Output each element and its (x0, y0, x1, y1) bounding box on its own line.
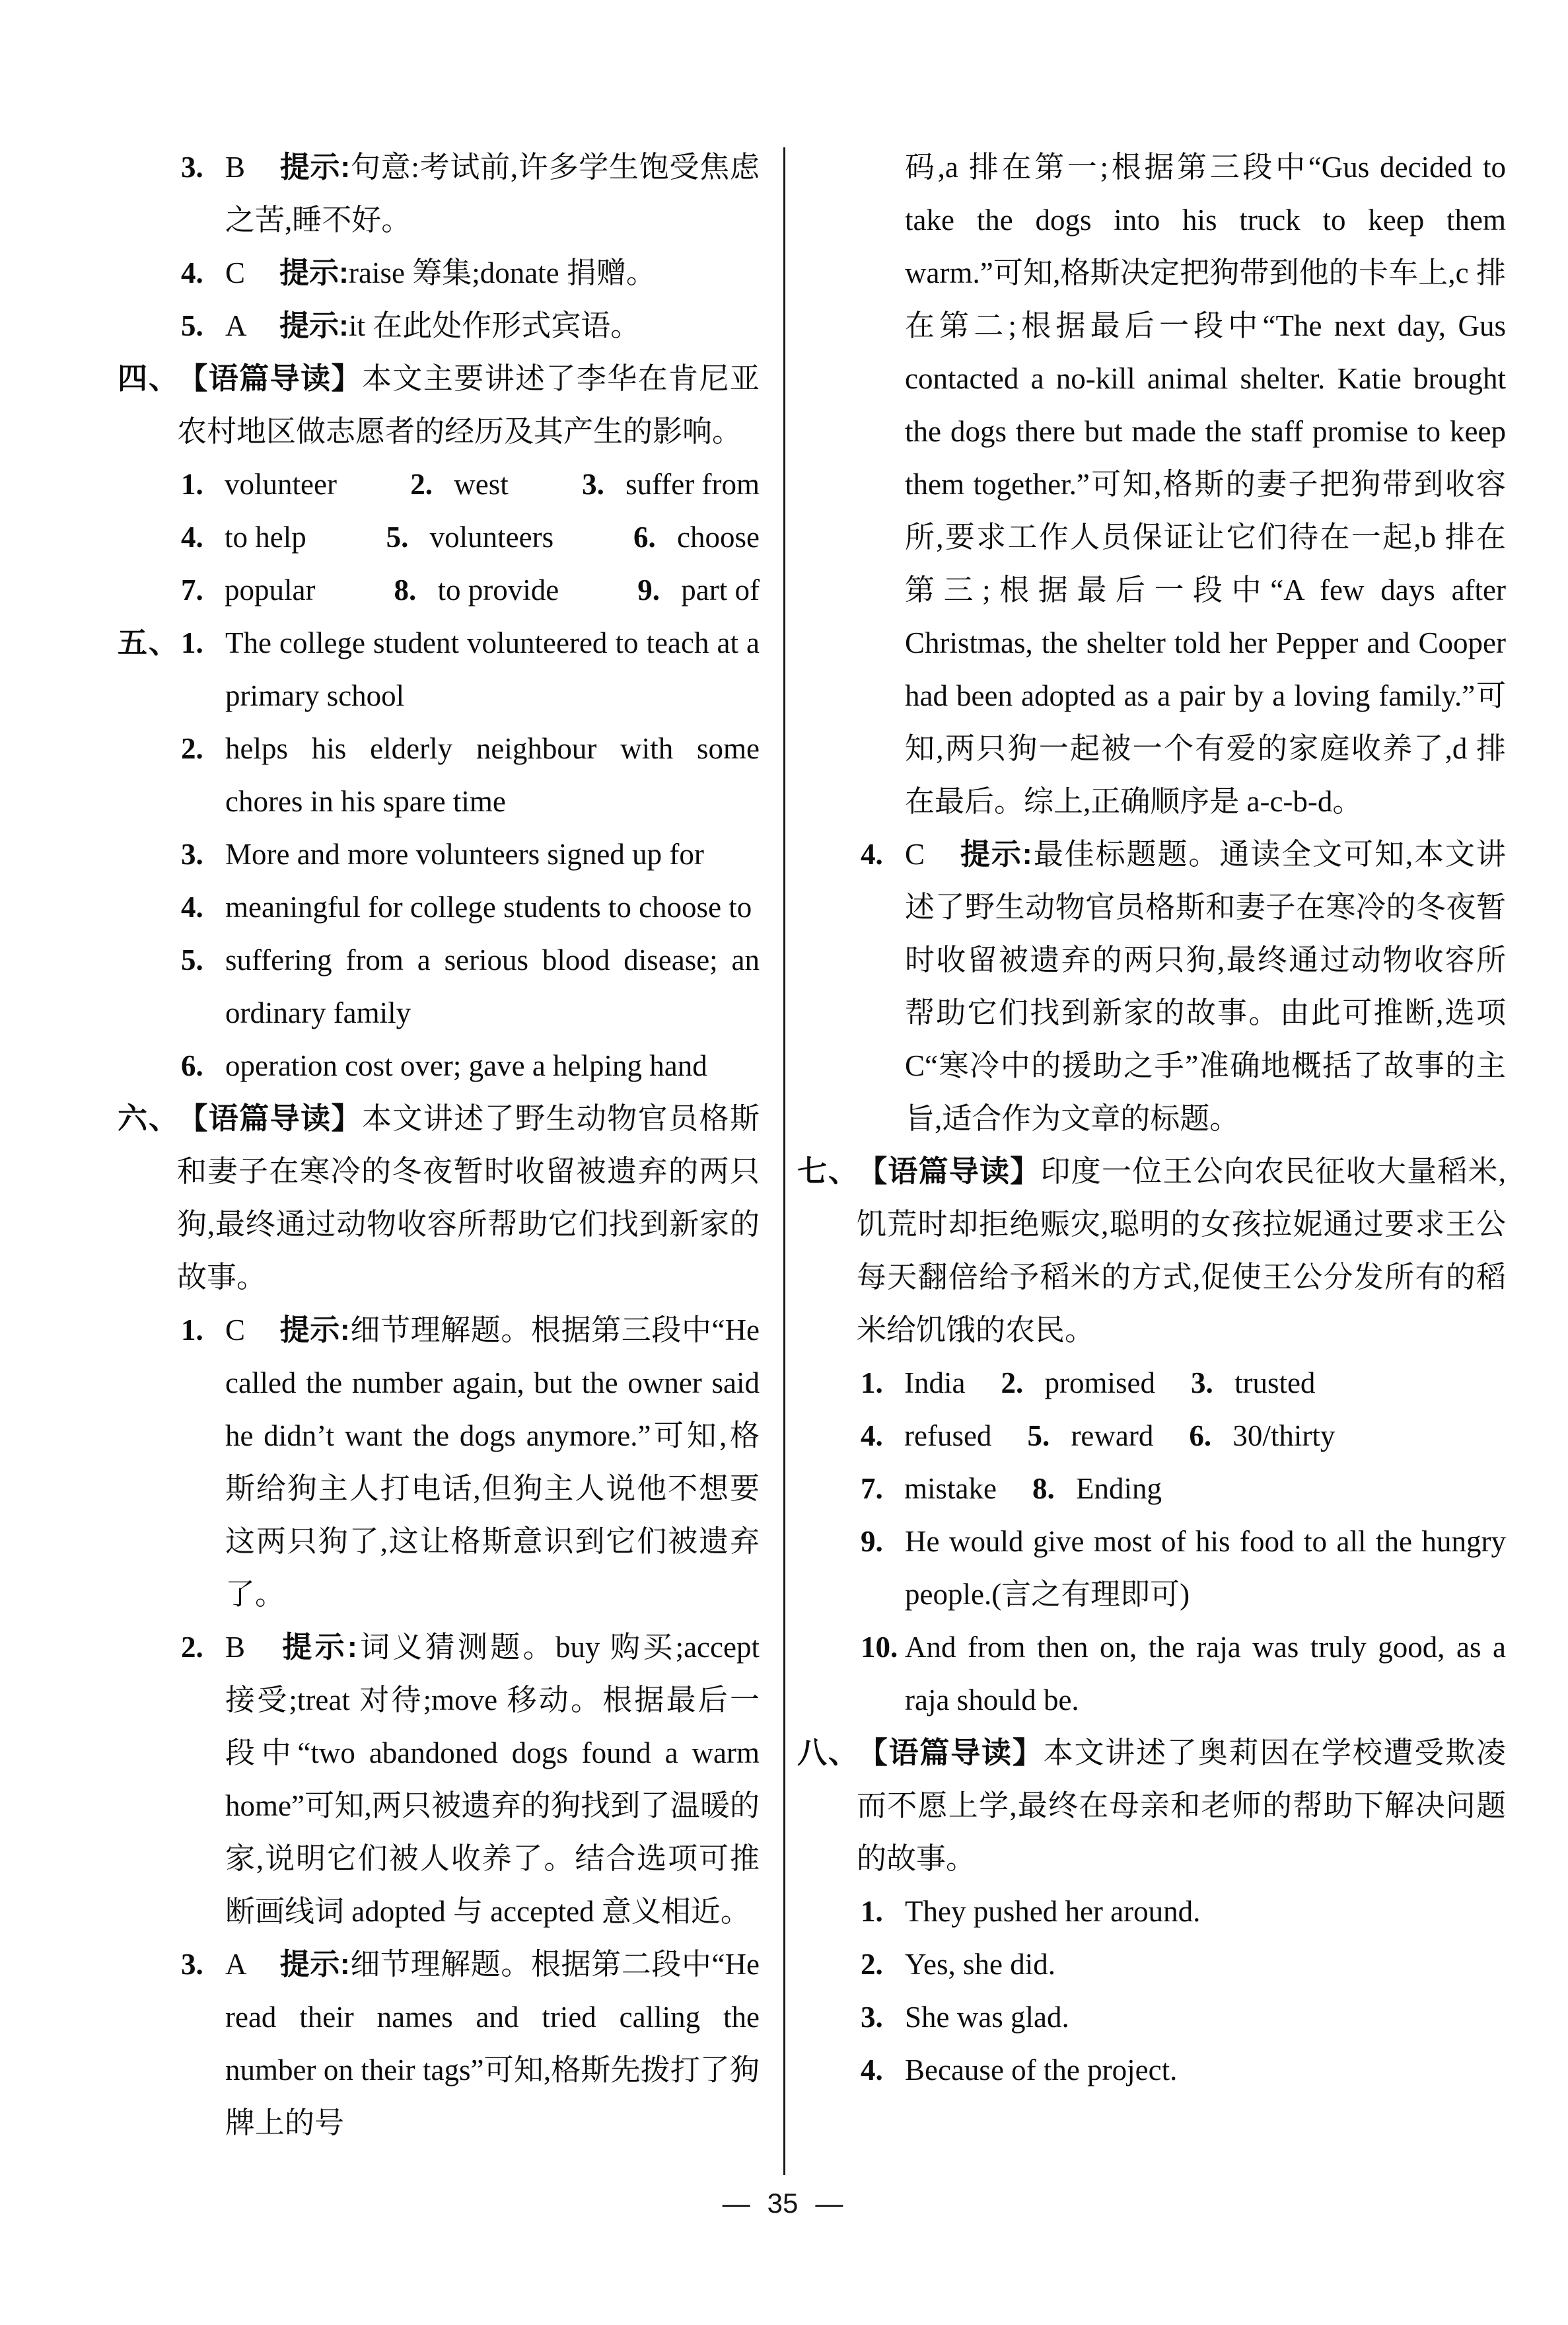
section-intro-text: 印度一位王公向农民征收大量稻米,饥荒时却拒绝赈灾,聪明的女孩拉妮通过要求王公每天翻倍给予稻米的方式,促使王公分发所有的稻米给饥饿的农民。 (857, 1155, 1506, 1347)
page-number-footer (723, 2184, 843, 2223)
answer-item (861, 1515, 1506, 1621)
section-intro-text: 本文主要讲述了李华在肯尼亚农村地区做志愿者的经历及其产生的影响。 (177, 362, 760, 448)
item-text: operation cost over; gave a helping hand (225, 1049, 707, 1082)
answer-text: west (454, 468, 509, 501)
section-intro (797, 1726, 1506, 1885)
item-number: 1. (861, 1895, 883, 1928)
tip-label: 提示: (279, 309, 349, 342)
answer-letter: B (225, 151, 246, 184)
answer-item (861, 1621, 1506, 1726)
item-number: 5. (386, 521, 409, 554)
item-number: 4. (181, 256, 203, 289)
answer-text: 30/thirty (1232, 1419, 1336, 1452)
answer-text: refused (904, 1419, 992, 1452)
answer-entry (181, 458, 337, 511)
item-text: suffering from a serious blood disease; an ordinary family (225, 943, 760, 1029)
answer-item (861, 1938, 1506, 1991)
item-number: 10. (861, 1631, 898, 1664)
answers-row (181, 564, 760, 616)
guide-label: 【语篇导读】 (857, 1154, 1041, 1188)
item-number: 9. (637, 573, 660, 607)
section-intro (118, 1092, 760, 1304)
section-intro-text: 本文讲述了奥莉因在学校遭受欺凌而不愿上学,最终在母亲和老师的帮助下解决问题的故事。 (857, 1736, 1506, 1875)
item-number: 4. (181, 521, 203, 554)
section-intro (797, 1145, 1506, 1356)
answers-row (181, 511, 760, 564)
item-text: The college student volunteered to teach at a primary school (225, 626, 760, 712)
page-number: 35 (767, 2188, 799, 2219)
answer-text: to help (225, 521, 306, 554)
item-text: Yes, she did. (905, 1948, 1055, 1981)
item-number: 1. (181, 468, 203, 501)
answer-item (181, 299, 760, 352)
item-number: 7. (861, 1472, 883, 1505)
item-text: helps his elderly neighbour with some chores in his spare time (225, 732, 760, 818)
item-number: 5. (181, 943, 203, 977)
tip-label: 提示: (279, 150, 351, 184)
answer-text: suffer from (625, 468, 760, 501)
answer-entry (861, 1409, 991, 1462)
item-text: 码,a 排在第一;根据第三段中“Gus decided to take the dogs into his truck to keep them warm.”可知,格斯决定把狗带到他的卡车上,c 排在第二;根据最后一段中“The next day, Gus contacted a no-kill animal shelter. Katie brought the dogs there but made the staff promise to keep them together.”可知,格斯的妻子把狗带到收容所,要求工作人员保证让它们待在一起,b 排在第三;根据最后一段中“A few days after Christmas, the shelter told her Pepper and Cooper had been adopted as a pair by a loving family.”可知,两只狗一起被一个有爱的家庭收养了,d 排在最后。综上,正确顺序是 a-c-b-d。 (905, 151, 1506, 818)
item-number: 6. (181, 1049, 203, 1082)
item-text: 细节理解题。根据第二段中“He read their names and tried calling the number on their tags”可知,格斯先拨打了狗牌上的号 (225, 1948, 760, 2139)
right-column (797, 141, 1506, 2096)
answer-item (118, 616, 760, 722)
answer-item (861, 1885, 1506, 1938)
tip-label: 提示: (959, 837, 1032, 871)
tip-label: 提示: (279, 1313, 350, 1347)
answer-text: popular (225, 573, 316, 607)
item-number: 6. (1189, 1419, 1212, 1452)
item-text: 最佳标题题。通读全文可知,本文讲述了野生动物官员格斯和妻子在寒冷的冬夜暂时收留被遗弃的两只狗,最终通过动物收容所帮助它们找到新家的故事。由此可推断,选项 C“寒冷中的援助之手”准确地概括了故事的主旨,适合作为文章的标题。 (905, 838, 1506, 1135)
item-text: She was glad. (905, 2001, 1069, 2034)
answer-letter: C (225, 1313, 246, 1347)
answer-item (861, 2044, 1506, 2096)
answer-text: mistake (904, 1472, 997, 1505)
item-text: 词义猜测题。buy 购买;accept 接受;treat 对待;move 移动。根据最后一段中“two abandoned dogs found a warm home”可知,两只被遗弃的狗找到了温暖的家,说明它们被人收养了。结合选项可推断画线词 adopted 与 accepted 意义相近。 (225, 1631, 760, 1928)
item-text: 句意:考试前,许多学生饱受焦虑之苦,睡不好。 (225, 151, 760, 237)
guide-label: 【语篇导读】 (857, 1736, 1044, 1769)
answer-item (181, 934, 760, 1039)
guide-label: 【语篇导读】 (177, 361, 362, 395)
item-number: 8. (1032, 1472, 1055, 1505)
answer-entry (637, 564, 760, 616)
answer-entry (861, 1462, 997, 1515)
answer-item (181, 1938, 760, 2149)
item-text: More and more volunteers signed up for (225, 838, 704, 871)
item-number: 2. (410, 468, 433, 501)
answer-entry (1191, 1356, 1315, 1409)
answer-letter: C (905, 838, 925, 871)
answer-text: volunteers (429, 521, 554, 554)
section-marker: 六、 (118, 1101, 180, 1135)
answer-item (181, 722, 760, 828)
item-number: 3. (1190, 1366, 1213, 1399)
guide-label: 【语篇导读】 (177, 1101, 362, 1135)
item-number: 3. (181, 1948, 203, 1981)
answers-row (861, 1356, 1506, 1409)
item-text: it 在此处作形式宾语。 (349, 309, 641, 342)
answer-entry (181, 564, 315, 616)
answer-entry (582, 458, 760, 511)
item-number: 4. (181, 891, 203, 924)
section-marker: 四、 (118, 361, 180, 395)
item-number: 4. (861, 2053, 883, 2086)
answer-entry (1027, 1409, 1153, 1462)
answer-entry (181, 511, 306, 564)
continued-explanation (905, 141, 1506, 828)
footer-dash-right: — (815, 2188, 843, 2219)
item-number: 2. (861, 1948, 883, 1981)
answer-entry (1189, 1409, 1335, 1462)
item-number: 1. (861, 1366, 883, 1399)
tip-label: 提示: (279, 1630, 357, 1664)
item-number: 1. (181, 1313, 203, 1347)
section-intro (118, 352, 760, 458)
item-number: 7. (181, 573, 203, 607)
answer-item (861, 828, 1506, 1145)
item-text: raise 筹集;donate 捐赠。 (349, 256, 656, 289)
item-number: 2. (181, 1631, 203, 1664)
answer-letter: A (225, 1948, 247, 1981)
answer-entry (861, 1356, 965, 1409)
answer-entry (1001, 1356, 1155, 1409)
answer-entry (1032, 1462, 1162, 1515)
item-number: 5. (1027, 1419, 1050, 1452)
tip-label: 提示: (279, 256, 349, 289)
item-text: Because of the project. (905, 2053, 1178, 2086)
answer-text: India (904, 1366, 966, 1399)
item-text: He would give most of his food to all the hungry people.(言之有理即可) (905, 1525, 1506, 1611)
answer-text: choose (677, 521, 760, 554)
item-text: And from then on, the raja was truly good, as a raja should be. (905, 1631, 1506, 1716)
item-number: 9. (861, 1525, 883, 1558)
item-number: 8. (394, 573, 417, 607)
left-column (118, 141, 760, 2149)
tip-label: 提示: (279, 1947, 350, 1981)
answers-row (861, 1409, 1506, 1462)
answer-entry (410, 458, 509, 511)
answer-text: reward (1071, 1419, 1154, 1452)
item-number: 3. (582, 468, 604, 501)
item-number: 4. (861, 1419, 883, 1452)
section-intro-text: 本文讲述了野生动物官员格斯和妻子在寒冷的冬夜暂时收留被遗弃的两只狗,最终通过动物收容所帮助它们找到新家的故事。 (177, 1102, 760, 1294)
answer-text: volunteer (225, 468, 337, 501)
item-text: meaningful for college students to choose to (225, 891, 752, 924)
answer-text: Ending (1075, 1472, 1162, 1505)
answer-text: promised (1044, 1366, 1155, 1399)
answer-item (181, 141, 760, 246)
answer-item (181, 1039, 760, 1092)
item-text: 细节理解题。根据第三段中“He called the number again, but the owner said he didn’t want the dogs anymore.”可知,格斯给狗主人打电话,但狗主人说他不想要这两只狗了,这让格斯意识到它们被遗弃了。 (225, 1313, 760, 1611)
answer-item (181, 1621, 760, 1938)
answer-entry (386, 511, 553, 564)
answers-row (181, 458, 760, 511)
answer-item (181, 881, 760, 934)
answer-item (181, 828, 760, 881)
item-number: 1. (181, 626, 203, 659)
section-marker: 八、 (797, 1736, 860, 1769)
item-number: 3. (861, 2001, 883, 2034)
column-divider (783, 147, 785, 2175)
item-text: They pushed her around. (905, 1895, 1201, 1928)
answer-text: part of (681, 573, 760, 607)
answer-entry (633, 511, 760, 564)
item-number: 6. (633, 521, 656, 554)
answer-letter: B (225, 1631, 246, 1664)
answer-text: to provide (437, 573, 559, 607)
item-number: 3. (181, 838, 203, 871)
answer-letter: C (225, 256, 246, 289)
answer-item (181, 1304, 760, 1621)
answers-row (861, 1462, 1506, 1515)
item-number: 5. (181, 309, 203, 342)
answer-letter: A (225, 309, 247, 342)
answer-item (181, 246, 760, 299)
item-number: 2. (1001, 1366, 1024, 1399)
answer-item (861, 1991, 1506, 2044)
section-marker: 七、 (797, 1154, 860, 1188)
answer-text: trusted (1234, 1366, 1316, 1399)
item-number: 2. (181, 732, 203, 765)
section-marker: 五、 (118, 626, 180, 659)
footer-dash-left: — (722, 2188, 750, 2219)
item-number: 3. (181, 151, 203, 184)
item-number: 4. (861, 838, 883, 871)
answer-entry (394, 564, 559, 616)
